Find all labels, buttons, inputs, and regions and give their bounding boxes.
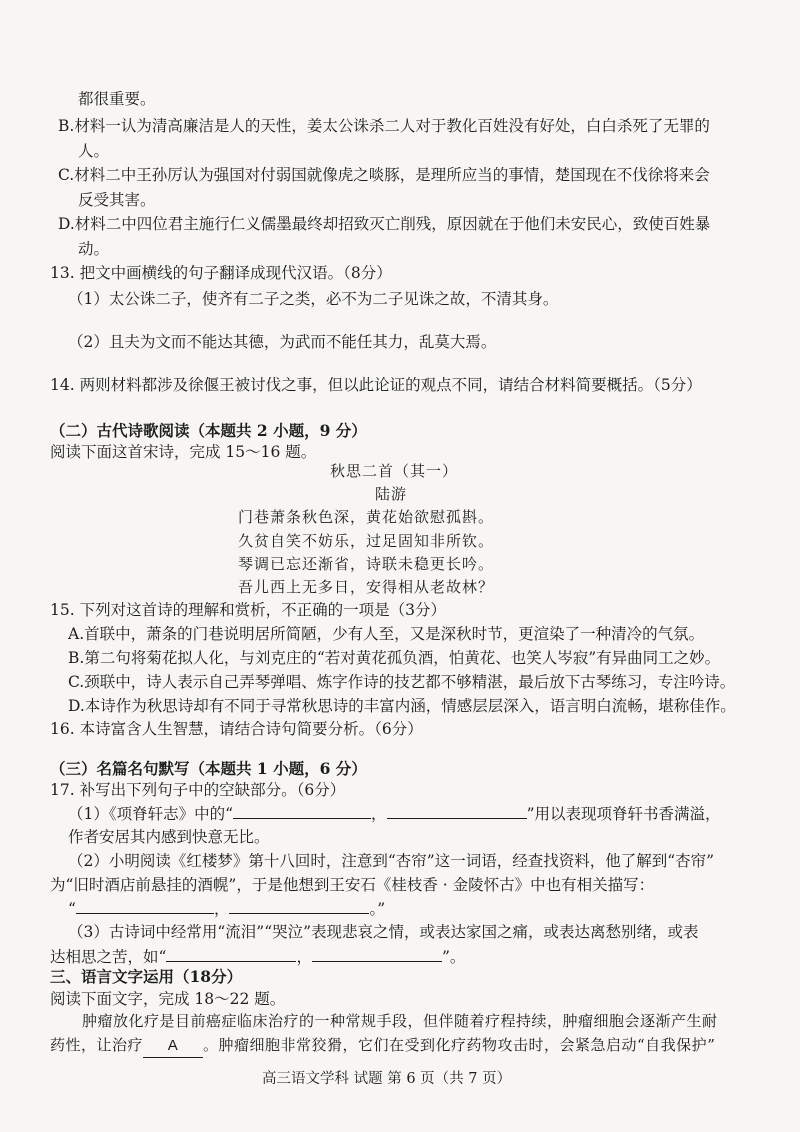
answer-blank[interactable] <box>312 945 442 962</box>
answer-blank[interactable] <box>76 897 214 914</box>
question-15: 15. 下列对这首诗的理解和赏析，不正确的一项是（3分） <box>50 601 446 619</box>
punctuation: ， <box>371 805 387 823</box>
answer-blank[interactable] <box>229 897 369 914</box>
option-b-continuation: 人。 <box>78 142 110 160</box>
poem-line: 久贫自笑不妨乐，过足固知非所钦。 <box>238 532 495 550</box>
option-d-continuation: 动。 <box>78 240 110 258</box>
option-d: D.材料二中四位君主施行仁义儒墨最终却招致灭亡削残，原因就在于他们未安民心，致使百姓暴 <box>58 215 711 233</box>
option-c: C.材料二中王孙厉认为强国对付弱国就像虎之啖豚，是理所应当的事情，楚国现在不伐徐将来会 <box>58 166 710 184</box>
section-poetry-heading: （二）古代诗歌阅读（本题共 2 小题，9 分） <box>50 421 367 440</box>
section-poetry-intro: 阅读下面这首宋诗，完成 15～16 题。 <box>50 443 317 461</box>
question-17-item-2-continuation: 为“旧时酒店前悬挂的酒幌”，于是他想到王安石《桂枝香 · 金陵怀古》中也有相关描写： <box>50 876 655 894</box>
section-language-heading: 三、语言文字运用（18分） <box>50 967 243 986</box>
poem-line: 琴调已忘还渐省，诗联未稳更长吟。 <box>238 555 495 573</box>
quote-close: ”。 <box>441 948 466 966</box>
passage-line: 肿瘤放化疗是目前癌症临床治疗的一种常规手段，但伴随着疗程持续，肿瘤细胞会逐渐产生耐 <box>82 1012 718 1030</box>
quote-open: “ <box>68 900 76 918</box>
question-15-option-c: C.颈联中，诗人表示自己弄琴弹唱、炼字作诗的技艺都不够精湛，最后放下古琴练习，专注吟诗。 <box>68 673 736 691</box>
question-17-item-1-suffix: ”用以表现项脊轩书香满溢， <box>526 805 721 823</box>
question-13-sentence-1: （1）太公诛二子，使齐有二子之类，必不为二子见诛之故，不清其身。 <box>68 290 559 308</box>
answer-blank-a[interactable]: A <box>143 1035 203 1058</box>
passage-line <box>50 1034 715 1058</box>
page-footer: 高三语文学科 试题 第 6 页（共 7 页） <box>262 1071 512 1087</box>
option-c-continuation: 都很重要。 <box>78 90 156 108</box>
question-17-item-1-continuation: 作者安居其内感到快意无比。 <box>68 828 270 846</box>
answer-blank[interactable] <box>387 802 527 819</box>
question-17-item-3-prefix: 达相思之苦，如“ <box>50 948 167 966</box>
question-17-item-2: （2）小明阅读《红楼梦》第十八回时，注意到“杏帘”这一词语，经查找资料，他了解到“杏帘” <box>68 852 715 870</box>
punctuation: ， <box>213 900 230 918</box>
question-17-item-3-continuation <box>50 945 465 968</box>
passage-text: 药性，让治疗 <box>50 1036 144 1054</box>
poem-title: 秋思二首（其一） <box>330 462 459 480</box>
section-recitation-heading: （三）名篇名句默写（本题共 1 小题，6 分） <box>50 759 367 778</box>
question-15-option-d: D.本诗作为秋思诗却有不同于寻常秋思诗的丰富内涵，情感层层深入，语言明白流畅，堪称佳作。 <box>68 697 736 715</box>
question-17-item-1-prefix: （1）《项脊轩志》中的“ <box>68 805 234 823</box>
question-14: 14. 两则材料都涉及徐偃王被讨伐之事，但以此论证的观点不同，请结合材料简要概括。（5分） <box>50 376 702 394</box>
question-17-item-3: （3）古诗词中经常用“流泪”“哭泣”表现悲哀之情，或表达家国之痛，或表达离愁别绪，或表 <box>68 923 699 941</box>
question-13-sentence-2: （2）且夫为文而不能达其德，为武而不能任其力，乱莫大焉。 <box>68 333 497 351</box>
answer-blank[interactable] <box>166 945 296 962</box>
option-c-continuation: 反受其害。 <box>78 191 156 209</box>
question-13: 13. 把文中画横线的句子翻译成现代汉语。（8分） <box>50 264 392 282</box>
question-16: 16. 本诗富含人生智慧，请结合诗句简要分析。（6分） <box>50 720 423 738</box>
poem-line: 吾儿西上无多日，安得相从老故林？ <box>238 578 495 596</box>
question-17-item-1 <box>68 802 721 825</box>
quote-close: 。” <box>369 900 386 918</box>
section-language-intro: 阅读下面文字，完成 18～22 题。 <box>50 990 286 1008</box>
question-15-option-b: B.第二句将菊花拟人化，与刘克庄的“若对黄花孤负酒，怕黄花、也笑人岑寂”有异曲同工之妙。 <box>68 649 721 667</box>
option-b: B.材料一认为清高廉洁是人的天性，姜太公诛杀二人对于教化百姓没有好处，白白杀死了无罪的 <box>58 117 710 135</box>
passage-text: 。肿瘤细胞非常狡猾，它们在受到化疗药物攻击时，会紧急启动“自我保护” <box>203 1036 716 1054</box>
question-17: 17. 补写出下列句子中的空缺部分。（6分） <box>50 781 346 799</box>
poem-line: 门巷萧条秋色深，黄花始欲慰孤斟。 <box>238 508 495 526</box>
answer-blank[interactable] <box>233 802 371 819</box>
question-15-option-a: A.首联中，萧条的门巷说明居所简陋，少有人至，又是深秋时节，更渲染了一种清冷的气氛。 <box>68 625 705 643</box>
question-17-item-2-blanks <box>68 897 385 920</box>
poem-author: 陆游 <box>375 485 408 503</box>
punctuation: ， <box>296 948 312 966</box>
